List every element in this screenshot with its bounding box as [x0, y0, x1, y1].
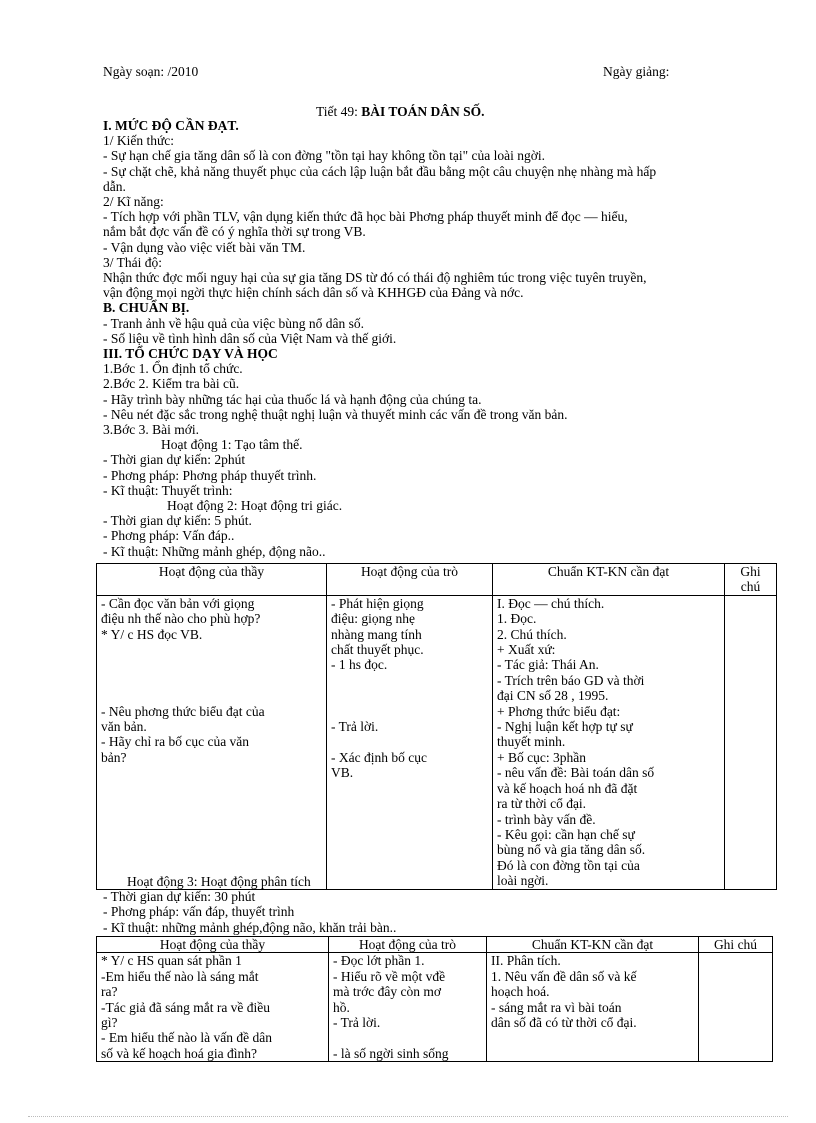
text-line: - Phơng pháp: vấn đáp, thuyết trình — [103, 904, 295, 920]
cell-text-line: ra từ thời cổ đại. — [497, 796, 587, 812]
page-footer-rule — [28, 1116, 788, 1117]
notes-cell — [725, 595, 777, 889]
column-header: Ghi chú — [725, 564, 777, 596]
column-header: Hoạt động của thầy — [97, 564, 327, 596]
cell-text-line: + Xuất xứ: — [497, 642, 556, 658]
activity-table-2 — [96, 936, 773, 1062]
cell-text-line: gì? — [101, 1015, 118, 1031]
cell-text-line: chất thuyết phục. — [331, 642, 424, 658]
cell-text-line: I. Đọc — chú thích. — [497, 595, 605, 611]
cell-text-line: - Cần đọc văn bản với giọng — [101, 595, 255, 611]
text-line: - Thời gian dự kiến: 2phút — [103, 452, 246, 468]
cell-text-line: - Tác giả: Thái An. — [497, 657, 599, 673]
cell-text-line: II. Phân tích. — [491, 953, 561, 969]
lesson-number: Tiết 49: — [316, 104, 358, 119]
cell-text-line: hoạch hoá. — [491, 984, 550, 1000]
cell-text-line: - Đọc lớt phần 1. — [333, 953, 425, 969]
table-header-row — [97, 564, 777, 596]
text-line: 3/ Thái độ: — [103, 254, 162, 270]
column-header: Ghi chú — [699, 937, 773, 953]
cell-text-line: hồ. — [333, 999, 350, 1015]
cell-text-line: - Trả lời. — [333, 1015, 381, 1031]
text-line: - Số liệu về tình hình dân số của Việt Nam và thế giới. — [103, 330, 397, 346]
cell-text-line: thuyết minh. — [497, 734, 566, 750]
cell-text-line: - Em hiểu thế nào là vấn đề dân — [101, 1030, 272, 1046]
cell-text-line: - Nêu phơng thức biểu đạt của — [101, 703, 265, 719]
cell-text-line: điệu nh thế nào cho phù hợp? — [101, 611, 261, 627]
text-line: - Phơng pháp: Vấn đáp.. — [103, 528, 235, 544]
cell-text-line — [331, 688, 488, 703]
cell-text-line: Đó là con đờng tồn tại của — [497, 857, 640, 873]
text-line: - Sự hạn chế gia tăng dân số là con đờng "tồn tại hay không tồn tại" của loài ngời. — [103, 148, 546, 164]
cell-text-line: đại CN số 28 , 1995. — [497, 688, 609, 704]
cell-text-line: - Trích trên báo GD và thời — [497, 672, 645, 688]
cell-text-line — [101, 673, 322, 688]
text-line: - Kĩ thuật: Thuyết trình: — [103, 482, 233, 498]
text-line: - Thời gian dự kiến: 30 phút — [103, 889, 256, 905]
cell-text-line — [331, 704, 488, 719]
teacher-activity-cell — [97, 595, 327, 889]
standard-cell — [493, 595, 725, 889]
text-line: Hoạt động 3: Hoạt động phân tích — [127, 874, 311, 889]
date-prepared: Ngày soạn: /2010 — [103, 64, 199, 79]
cell-text-line: bản? — [101, 749, 127, 765]
cell-text-line: - trình bày vấn đề. — [497, 811, 596, 827]
student-activity-cell — [327, 595, 493, 889]
cell-text-line: - 1 hs đọc. — [331, 657, 388, 673]
text-line: 1/ Kiến thức: — [103, 133, 175, 149]
cell-text-line: -Em hiểu thế nào là sáng mắt — [101, 968, 259, 984]
text-line: 3.Bớc 3. Bài mới. — [103, 422, 200, 438]
text-line: - Kĩ thuật: Những mảnh ghép, động não.. — [103, 543, 326, 559]
cell-text-line — [331, 673, 488, 688]
cell-text-line: loài ngời. — [497, 873, 549, 889]
text-line: Hoạt động 2: Hoạt động tri giác. — [167, 498, 343, 514]
cell-text-line: văn bản. — [101, 719, 147, 735]
cell-text-line: * Y/ c HS quan sát phần 1 — [101, 953, 242, 969]
column-header: Hoạt động của trò — [329, 937, 487, 953]
cell-text-line: - Phát hiện giọng — [331, 595, 424, 611]
cell-text-line: bùng nổ và gia tăng dân số. — [497, 842, 646, 858]
cell-text-line: ra? — [101, 984, 118, 1000]
cell-text-line — [101, 657, 322, 672]
standard-cell — [487, 953, 699, 1062]
lesson-section-2 — [103, 874, 763, 935]
cell-text-line: dân số đã có từ thời cổ đại. — [491, 1015, 637, 1031]
cell-text-line: VB. — [331, 765, 354, 781]
text-line: - Vận dụng vào việc viết bài văn TM. — [103, 239, 306, 255]
date-taught: Ngày giảng: — [603, 64, 670, 79]
cell-text-line: số và kế hoạch hoá gia đình? — [101, 1045, 257, 1061]
lesson-title: BÀI TOÁN DÂN SỐ. — [361, 104, 485, 119]
activity-table-1 — [96, 563, 777, 890]
cell-text-line: điệu: giọng nhẹ — [331, 611, 415, 627]
cell-text-line: nhàng mang tính — [331, 626, 422, 642]
cell-text-line: - Trả lời. — [331, 719, 379, 735]
cell-text-line: + Bố cục: 3phần — [497, 749, 586, 765]
text-line: - Sự chặt chẽ, khả năng thuyết phục của cách lập luận bắt đầu bằng một câu chuyện nhẹ nhàng mà hấp — [103, 163, 657, 179]
column-header: Hoạt động của thầy — [97, 937, 329, 953]
column-header: Hoạt động của trò — [327, 564, 493, 596]
section-heading: B. CHUẨN BỊ. — [103, 300, 190, 316]
cell-text-line: -Tác giả đã sáng mắt ra về điều — [101, 999, 271, 1015]
text-line: - Phơng pháp: Phơng pháp thuyết trình. — [103, 467, 317, 483]
text-line: Nhận thức đợc mối nguy hại của sự gia tăng DS từ đó có thái độ nghiêm túc trong việc tuyên truyền, — [103, 270, 647, 286]
text-line: Hoạt động 1: Tạo tâm thế. — [161, 437, 303, 453]
teacher-activity-cell — [97, 953, 329, 1062]
text-line: dẫn. — [103, 178, 126, 194]
text-line: vận động mọi ngời thực hiện chính sách dân số và KHHGĐ của Đảng và nớc. — [103, 285, 524, 301]
cell-text-line: - sáng mắt ra vì bài toán — [491, 999, 622, 1015]
cell-text-line — [101, 642, 322, 657]
notes-cell — [699, 953, 773, 1062]
cell-text-line: 1. Nêu vấn đề dân số và kế — [491, 968, 637, 984]
cell-text-line: - Hiểu rõ về một vđề — [333, 968, 446, 984]
cell-text-line: - Kêu gọi: cần hạn chế sự — [497, 826, 635, 842]
cell-text-line: - là số ngời sinh sống — [333, 1045, 449, 1061]
cell-text-line: + Phơng thức biểu đạt: — [497, 703, 621, 719]
cell-text-line: - nêu vấn đề: Bài toán dân số — [497, 765, 655, 781]
table-header-row — [97, 937, 773, 953]
cell-text-line — [333, 1030, 482, 1045]
cell-text-line: và kế hoạch hoá nh đã đặt — [497, 780, 638, 796]
cell-text-line — [101, 688, 322, 703]
cell-text-line: - Xác định bố cục — [331, 749, 427, 765]
student-activity-cell — [329, 953, 487, 1062]
cell-text-line: mà trớc đây còn mơ — [333, 984, 441, 1000]
section-heading: III. TỔ CHỨC DẠY VÀ HỌC — [103, 346, 278, 362]
lesson-section-1 — [103, 118, 763, 559]
text-line: - Thời gian dự kiến: 5 phút. — [103, 513, 252, 529]
cell-text-line: - Nghị luận kết hợp tự sự — [497, 719, 633, 735]
table-row — [97, 595, 777, 889]
cell-text-line: 1. Đọc. — [497, 611, 537, 627]
cell-text-line — [331, 734, 488, 749]
text-line: - Tranh ảnh về hậu quả của việc bùng nổ dân số. — [103, 315, 364, 331]
cell-text-line: 2. Chú thích. — [497, 626, 567, 642]
text-line: - Tích hợp với phần TLV, vận dụng kiến thức đã học bài Phơng pháp thuyết minh để đọc — hiểu, — [103, 209, 628, 225]
table-row — [97, 953, 773, 1062]
text-line: 1.Bớc 1. Ổn định tổ chức. — [103, 361, 243, 377]
text-line: - Kĩ thuật: những mảnh ghép,động não, khăn trải bàn.. — [103, 919, 397, 935]
column-header: Chuẩn KT-KN cần đạt — [487, 937, 699, 953]
text-line: - Hãy trình bày những tác hại của thuốc lá và hạnh động của chúng ta. — [103, 391, 482, 407]
text-line: 2/ Kĩ năng: — [103, 194, 164, 210]
text-line: 2.Bớc 2. Kiểm tra bài cũ. — [103, 376, 240, 392]
column-header: Chuẩn KT-KN cần đạt — [493, 564, 725, 596]
cell-text-line: - Hãy chỉ ra bố cục của văn — [101, 734, 250, 750]
text-line: - Nêu nét đặc sắc trong nghệ thuật nghị luận và thuyết minh các vấn đề trong văn bản. — [103, 406, 568, 422]
cell-text-line: * Y/ c HS đọc VB. — [101, 626, 203, 642]
text-line: nắm bắt đợc vấn đề có ý nghĩa thời sự trong VB. — [103, 224, 366, 240]
section-heading: I. MỨC ĐỘ CẦN ĐẠT. — [103, 118, 239, 133]
